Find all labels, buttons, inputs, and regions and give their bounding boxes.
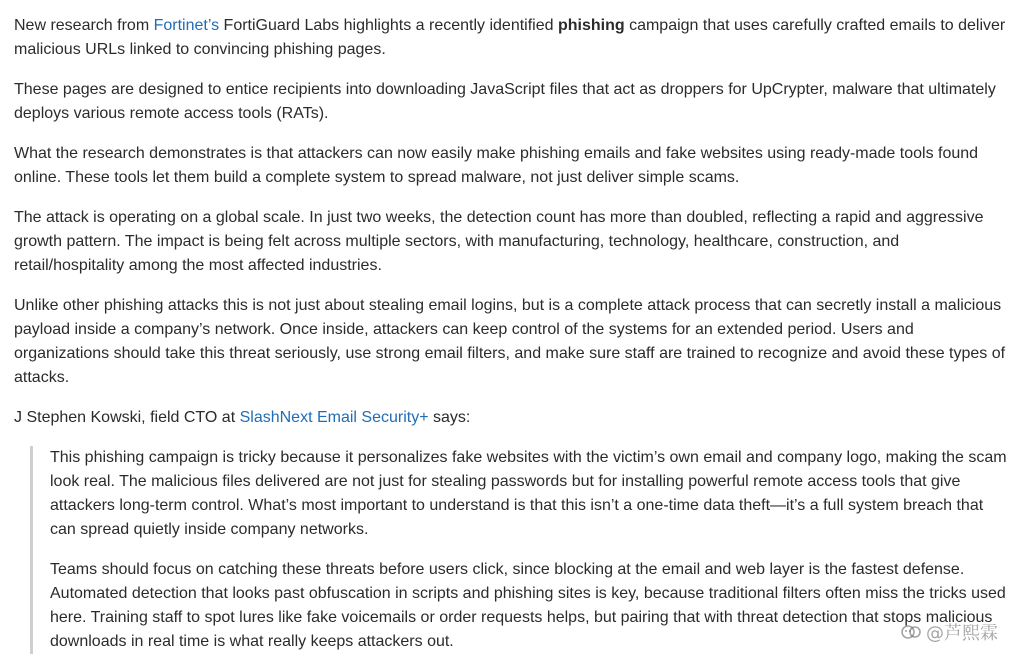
intro-text-3: campaign that uses carefully crafted emails to deliver malicious URLs linked to convincing phishing pages. — [14, 17, 1006, 58]
intro-text-2: FortiGuard Labs highlights a recently identified — [219, 17, 558, 34]
attribution-text-2: says: — [428, 409, 471, 426]
paragraph-attribution — [14, 406, 1010, 430]
slashnext-link[interactable]: SlashNext Email Security+ — [239, 409, 429, 426]
paragraph-global-scale: The attack is operating on a global scale. In just two weeks, the detection count has more than doubled, reflecting a rapid and aggressive growth pattern. The impact is being felt across multiple sectors, with manufacturing, technology, healthcare, construction, and retail/hospitality among the most affected industries. — [14, 209, 984, 274]
paragraph-research: What the research demonstrates is that attackers can now easily make phishing emails and fake websites using ready-made tools found online. These tools let them build a complete system to spread malware, not just deliver simple scams. — [14, 145, 979, 186]
quote-block — [30, 446, 1010, 654]
paragraph-attack-process: Unlike other phishing attacks this is not just about stealing email logins, but is a complete attack process that can secretly install a malicious payload inside a company’s network. Once inside, attackers can keep control of the systems for an extended period. Users and organizations should take this threat seriously, use strong email filters, and make sure staff are trained to recognize and avoid these types of attacks. — [14, 297, 1006, 386]
watermark-text: @芦熙霖 — [926, 623, 998, 644]
watermark — [900, 619, 998, 645]
intro-text-1: New research from — [14, 17, 154, 34]
watermark-logo-icon — [900, 621, 922, 643]
paragraph-droppers: These pages are designed to entice recipients into downloading JavaScript files that act as droppers for UpCrypter, malware that ultimately deploys various remote access tools (RATs). — [14, 81, 996, 122]
intro-bold-phishing: phishing — [557, 17, 625, 34]
quote-paragraph-1: This phishing campaign is tricky because it personalizes fake websites with the victim’s own email and company logo, making the scam look real. The malicious files delivered are not just for stealing passwords but for installing powerful remote access tools that give attackers long-term control. What’s most important to understand is that this isn’t a one-time data theft—it’s a full system breach that can spread quietly inside company networks. — [50, 449, 1007, 538]
attribution-text-1: J Stephen Kowski, field CTO at — [14, 409, 240, 426]
fortinet-link[interactable]: Fortinet’s — [153, 17, 220, 34]
quote-paragraph-2: Teams should focus on catching these threats before users click, since blocking at the email and web layer is the fastest defense. Automated detection that looks past obfuscation in scripts and phishing sites is key, because traditional filters often miss the tricks used here. Training staff to spot lures like fake voicemails or order requests helps, but pairing that with threat detection that stops malicious downloads in real time is what really keeps attackers out. — [50, 561, 1006, 650]
paragraph-intro — [14, 14, 1010, 62]
article-body — [14, 14, 1010, 654]
